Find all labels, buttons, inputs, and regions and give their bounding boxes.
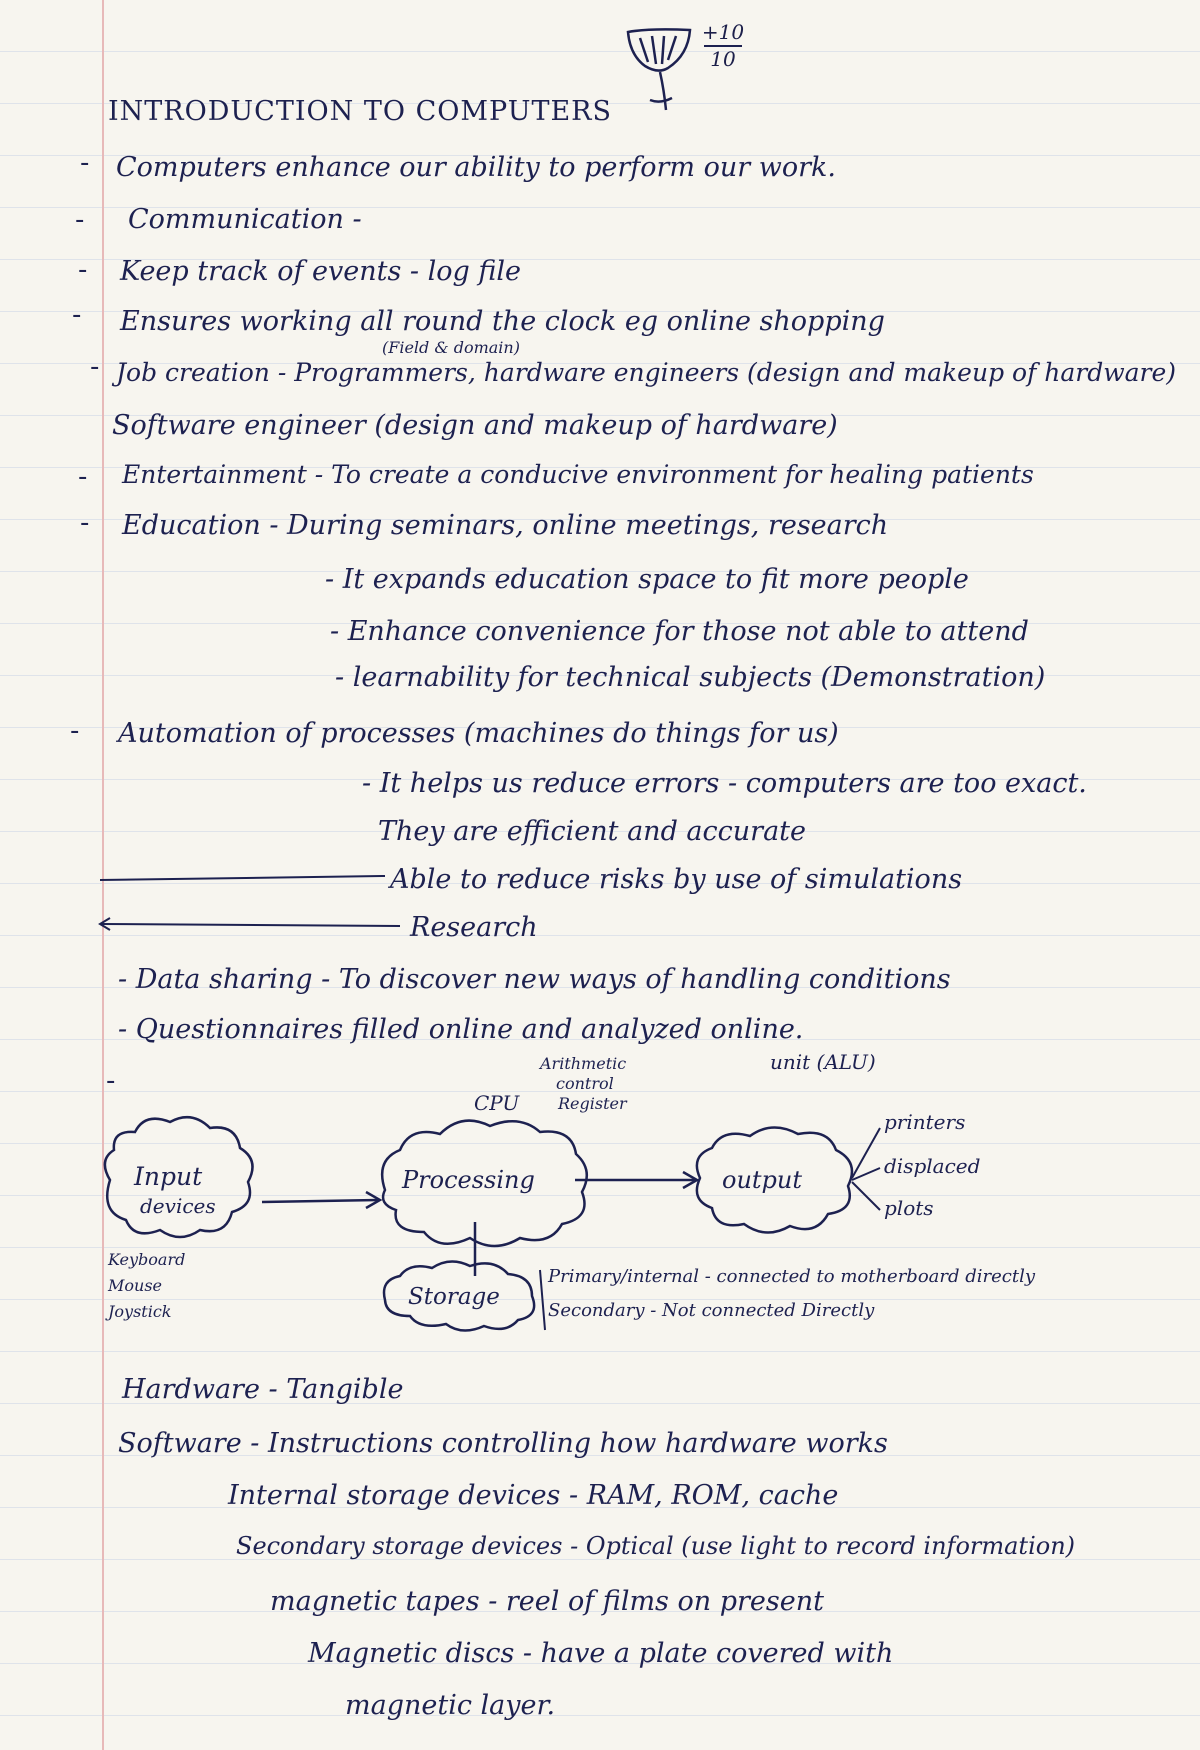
storage-label: Storage	[408, 1284, 500, 1310]
bullet-6: Entertainment - To create a conducive environment for healing patients	[122, 460, 1034, 489]
bullet-dash-7: -	[80, 508, 90, 538]
bullet-dash-4: -	[72, 300, 82, 330]
bullet-5-note: (Field & domain)	[382, 338, 520, 357]
bullet-7: Education - During seminars, online meetings, research	[122, 510, 889, 541]
cpu-part-arithmetic: Arithmetic	[540, 1054, 627, 1073]
bullet-2: Communication -	[128, 204, 362, 235]
bullet-dash-5: -	[90, 352, 100, 382]
bullet-8b: They are efficient and accurate	[378, 816, 806, 847]
arrow-input-processing	[262, 1200, 378, 1202]
input-label-2: devices	[140, 1194, 216, 1218]
cpu-part-control: control	[556, 1074, 614, 1093]
input-example-mouse: Mouse	[108, 1276, 162, 1295]
page-title: INTRODUCTION TO COMPUTERS	[108, 96, 612, 127]
input-example-joystick: Joystick	[108, 1302, 172, 1321]
bullet-10: - Questionnaires filled online and analyzed online.	[118, 1014, 804, 1045]
bullet-9: - Data sharing - To discover new ways of handling conditions	[118, 964, 951, 995]
note-hardware: Hardware - Tangible	[122, 1374, 404, 1405]
cpu-part-register: Register	[558, 1094, 627, 1113]
storage-secondary: Secondary - Not connected Directly	[548, 1300, 875, 1321]
note-secondary: Secondary storage devices - Optical (use light to record information)	[236, 1532, 1076, 1560]
bullet-8c: Able to reduce risks by use of simulations	[390, 864, 963, 895]
trophy-icon	[628, 29, 690, 110]
score-mark	[700, 22, 746, 70]
output-example-plots: plots	[884, 1196, 934, 1220]
score-denominator: 10	[710, 47, 736, 71]
storage-bracket	[540, 1270, 545, 1330]
note-software: Software - Instructions controlling how hardware works	[118, 1428, 888, 1459]
input-example-keyboard: Keyboard	[108, 1250, 186, 1269]
output-example-displaced: displaced	[884, 1154, 981, 1178]
bullet-7a: - It expands education space to fit more people	[325, 564, 969, 595]
bullet-3: Keep track of events - log file	[120, 256, 521, 287]
bullet-dash-6: -	[78, 462, 88, 492]
bullet-8d: Research	[410, 912, 538, 943]
score-numerator: +10	[701, 20, 745, 44]
note-internal: Internal storage devices - RAM, ROM, cache	[228, 1480, 839, 1511]
bullet-7c: - learnability for technical subjects (Demonstration)	[335, 662, 1046, 693]
output-label: output	[722, 1166, 803, 1194]
bullet-8: Automation of processes (machines do things for us)	[118, 718, 839, 749]
bullet-dash-2: -	[75, 205, 85, 235]
bullet-dash-3: -	[78, 255, 88, 285]
arrow-line-2	[100, 924, 400, 926]
storage-primary: Primary/internal - connected to motherboard directly	[548, 1266, 1036, 1287]
arrow-line-1	[100, 876, 385, 880]
input-label-1: Input	[134, 1162, 203, 1191]
bullet-dash-1: -	[80, 148, 90, 178]
alu-label: unit (ALU)	[770, 1050, 876, 1074]
note-layer: magnetic layer.	[345, 1690, 556, 1721]
cpu-label: CPU	[474, 1091, 520, 1115]
bullet-5b: Software engineer (design and makeup of hardware)	[112, 410, 838, 441]
output-example-printers: printers	[884, 1110, 966, 1134]
bullet-dash-11: -	[106, 1066, 116, 1096]
bullet-8a: - It helps us reduce errors - computers are too exact.	[362, 768, 1087, 799]
processing-label: Processing	[402, 1166, 535, 1194]
bullet-dash-8: -	[70, 716, 80, 746]
bullet-1: Computers enhance our ability to perform our work.	[116, 152, 836, 183]
note-discs: Magnetic discs - have a plate covered with	[308, 1638, 894, 1669]
note-tapes: magnetic tapes - reel of films on present	[270, 1586, 824, 1617]
bullet-5: Job creation - Programmers, hardware engineers (design and makeup of hardware)	[116, 358, 1177, 387]
bullet-7b: - Enhance convenience for those not able to attend	[330, 616, 1029, 647]
bullet-4: Ensures working all round the clock eg online shopping	[120, 306, 885, 337]
output-branches	[852, 1128, 880, 1210]
